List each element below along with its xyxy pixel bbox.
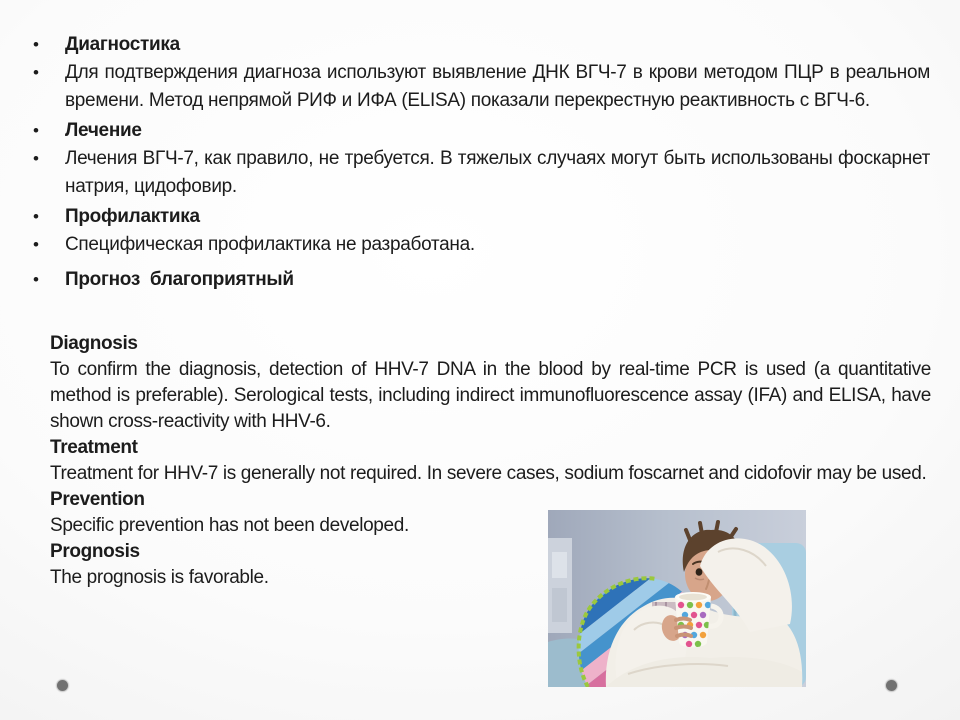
bullet-icon: • bbox=[33, 270, 39, 289]
english-heading-diagnosis: Diagnosis bbox=[50, 333, 138, 354]
slide-template-dot-right-icon bbox=[886, 680, 897, 691]
sick-child-photo bbox=[548, 510, 806, 687]
english-heading-prevention: Prevention bbox=[50, 489, 145, 510]
bullet-icon: • bbox=[33, 207, 39, 226]
list-item-prognoz bbox=[33, 266, 930, 294]
bullet-icon: • bbox=[33, 35, 39, 54]
english-paragraph-diagnosis: To confirm the diagnosis, detection of HHV-7 DNA in the blood by real-time PCR is used (a quantitative method is preferable). Serological tests, including indirect immunofluorescence assay (IFA) and ELISA, have shown cross-reactivity with HHV-6. bbox=[50, 359, 931, 432]
list-item-diagnostika bbox=[33, 31, 930, 59]
list-item-body: Специфическая профилактика не разработана. bbox=[65, 234, 475, 255]
list-item-body: Для подтверждения диагноза используют выявление ДНК ВГЧ-7 в крови методом ПЦР в реальном времени. Метод непрямой РИФ и ИФА (ELISA) показали перекрестную реактивность с ВГЧ-6. bbox=[65, 62, 930, 111]
sick-child-photo-illustration bbox=[548, 510, 806, 687]
slide-template-dot-left-icon bbox=[57, 680, 68, 691]
list-item-diagnostika-text bbox=[33, 59, 930, 115]
list-item-lechenie-text bbox=[33, 145, 930, 201]
english-paragraph-prognosis: The prognosis is favorable. bbox=[50, 567, 269, 588]
list-item-lechenie bbox=[33, 117, 930, 145]
list-item-profilaktika bbox=[33, 203, 930, 231]
list-item-heading: Прогноз благоприятный bbox=[65, 269, 294, 290]
list-item-heading: Профилактика bbox=[65, 206, 200, 227]
list-item-heading: Лечение bbox=[65, 120, 142, 141]
bullet-icon: • bbox=[33, 63, 39, 82]
english-paragraph-prevention: Specific prevention has not been developed. bbox=[50, 515, 409, 536]
bullet-icon: • bbox=[33, 121, 39, 140]
list-item-profilaktika-text bbox=[33, 231, 930, 259]
list-item-heading: Диагностика bbox=[65, 34, 180, 55]
english-paragraph-treatment: Treatment for HHV-7 is generally not required. In severe cases, sodium foscarnet and cidofovir may be used. bbox=[50, 463, 927, 484]
russian-bullet-list bbox=[33, 31, 930, 294]
list-item-body: Лечения ВГЧ-7, как правило, не требуется. В тяжелых случаях могут быть использованы фоскарнет натрия, цидофовир. bbox=[65, 148, 930, 197]
bullet-icon: • bbox=[33, 149, 39, 168]
english-heading-treatment: Treatment bbox=[50, 437, 138, 458]
bullet-icon: • bbox=[33, 235, 39, 254]
english-heading-prognosis: Prognosis bbox=[50, 541, 140, 562]
